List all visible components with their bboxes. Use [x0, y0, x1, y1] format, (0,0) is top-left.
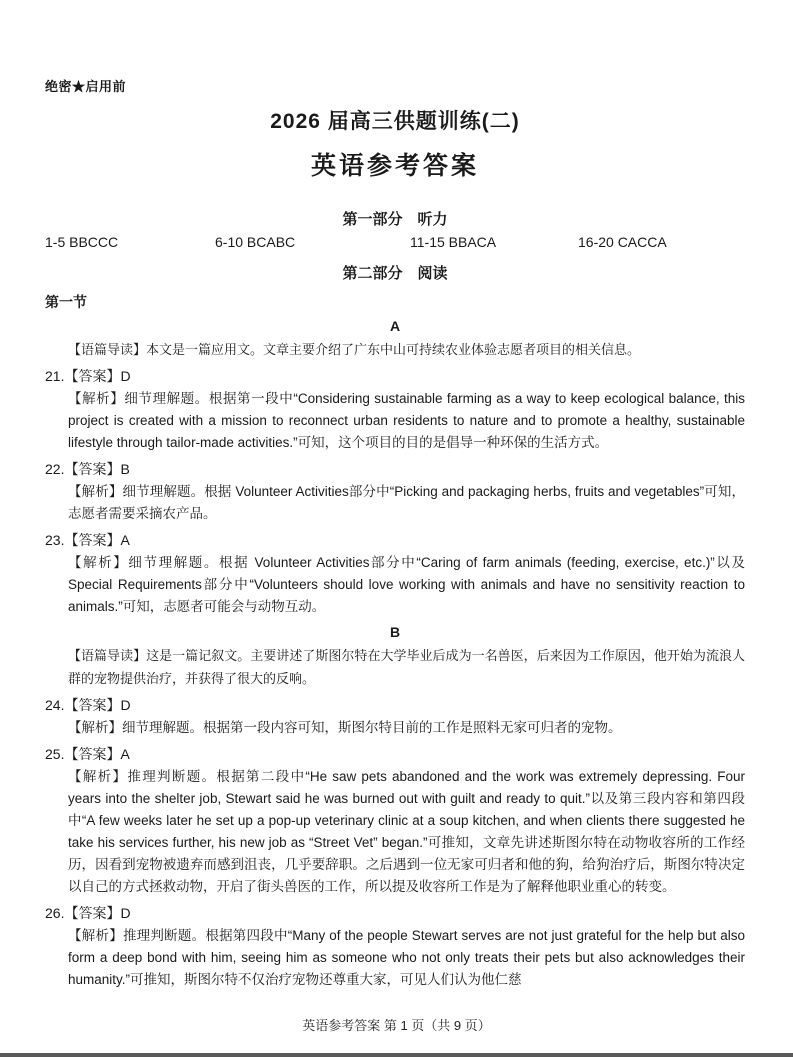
question-22-analysis [68, 481, 745, 525]
passage-a-intro: 【语篇导读】本文是一篇应用文。文章主要介绍了广东中山可持续农业体验志愿者项目的相关信息。 [68, 342, 641, 357]
answer-label: 【答案】 [64, 697, 121, 713]
security-notice: 绝密★启用前 [45, 79, 127, 94]
question-22-answer-line [45, 460, 745, 479]
listening-answers-11-15: 11-15 BBACA [410, 234, 497, 250]
question-21-number: 21. [45, 368, 65, 384]
question-22-analysis-text: 细节理解题。根据 Volunteer Activities部分中“Picking and packaging herbs, fruits and vegetables”可知，志愿者需要采摘农产品。 [68, 484, 745, 521]
section1-label: 第一节 [45, 294, 87, 310]
question-21-analysis-text: 细节理解题。根据第一段中“Considering sustainable farming as a way to keep ecological balance, this project is created with a mission to reconnect urban residents to nature and to promote a healthy, sustainable lifestyle through tailor-made activities.”可知，这个项目的目的是倡导一种环保的生活方式。 [68, 391, 745, 450]
question-23-answer: A [120, 532, 130, 548]
question-21-answer: D [120, 368, 131, 384]
analysis-label: 【解析】 [68, 391, 125, 406]
question-25-analysis [68, 766, 745, 898]
exam-title: 2026 届高三供题训练(二) [270, 110, 520, 133]
analysis-label: 【解析】 [68, 555, 129, 570]
question-21-analysis [68, 388, 745, 454]
answer-label: 【答案】 [64, 905, 121, 921]
part1-heading: 第一部分 听力 [342, 211, 448, 228]
question-26-analysis [68, 925, 745, 991]
question-25-number: 25. [45, 746, 65, 762]
analysis-label: 【解析】 [68, 720, 122, 735]
answer-label: 【答案】 [64, 532, 121, 548]
listening-answers-6-10: 6-10 BCABC [215, 234, 296, 250]
question-25-answer: A [120, 746, 130, 762]
answer-label: 【答案】 [64, 746, 121, 762]
question-25-analysis-text: 推理判断题。根据第二段中“He saw pets abandoned and the work was extremely depressing. Four years into the shelter job, Stewart said he was burned out with guilt and ready to quit.”以及第三段内容和第四段中“A few weeks later he set up a pop-up veterinary clinic at a soup kitchen, and when clients there suggested he take his services further, his new job as “Street Vet” began.”可推知，文章先讲述斯图尔特在动物收容所的工作经历，因看到宠物被遗弃而感到沮丧，几乎要辞职。之后遇到一位无家可归者和他的狗，给狗治疗后，斯图尔特决定以自己的方式拯救动物，开启了街头兽医的工作，所以提及收容所工作是为了解释他职业重心的转变。 [68, 769, 746, 894]
question-23-analysis-text: 细节理解题。根据 Volunteer Activities部分中“Caring of farm animals (feeding, exercise, etc.)”以及 Special Requirements部分中“Volunteers should love working with animals and have no sensitivity reaction to animals.”可知，志愿者可能会与动物互动。 [68, 555, 746, 614]
question-22-number: 22. [45, 461, 65, 477]
listening-answers-1-5: 1-5 BBCCC [45, 234, 119, 250]
viewer-bottom-edge [0, 1053, 793, 1057]
question-24-answer-line [45, 696, 745, 715]
question-26-answer-line [45, 904, 745, 923]
question-24-analysis [68, 717, 745, 739]
passage-b-label: B [389, 624, 401, 640]
question-21-answer-line [45, 367, 745, 386]
question-24-analysis-text: 细节理解题。根据第一段内容可知，斯图尔特目前的工作是照料无家可归者的宠物。 [122, 720, 622, 735]
analysis-label: 【解析】 [68, 928, 123, 943]
question-24-answer: D [120, 697, 131, 713]
answer-label: 【答案】 [64, 368, 121, 384]
passage-b-intro: 【语篇导读】这是一篇记叙文。主要讲述了斯图尔特在大学毕业后成为一名兽医，后来因为工作原因，他开始为流浪人群的宠物提供治疗，并获得了很大的反响。 [68, 648, 745, 686]
question-23-number: 23. [45, 532, 65, 548]
page-title: 英语参考答案 [310, 152, 479, 180]
answer-label: 【答案】 [64, 461, 121, 477]
question-26-analysis-text: 推理判断题。根据第四段中“Many of the people Stewart serves are not just grateful for the help but also form a deep bond with him, seeing him as someone who not only treats their pets but also acknowledges their humanity.”可推知，斯图尔特不仅治疗宠物还尊重大家，可见人们认为他仁慈 [68, 928, 745, 987]
analysis-label: 【解析】 [68, 484, 123, 499]
listening-answers-row [45, 234, 745, 253]
question-22-answer: B [120, 461, 130, 477]
question-23-analysis [68, 552, 745, 618]
listening-answers-16-20: 16-20 CACCA [578, 234, 667, 250]
question-25-answer-line [45, 745, 745, 764]
page-footer: 英语参考答案 第 1 页（共 9 页） [302, 1018, 491, 1033]
analysis-label: 【解析】 [68, 769, 128, 784]
question-26-answer: D [120, 905, 131, 921]
question-24-number: 24. [45, 697, 65, 713]
passage-a-label: A [389, 318, 401, 334]
question-26-number: 26. [45, 905, 65, 921]
part2-heading: 第二部分 阅读 [342, 265, 448, 282]
question-23-answer-line [45, 531, 745, 550]
